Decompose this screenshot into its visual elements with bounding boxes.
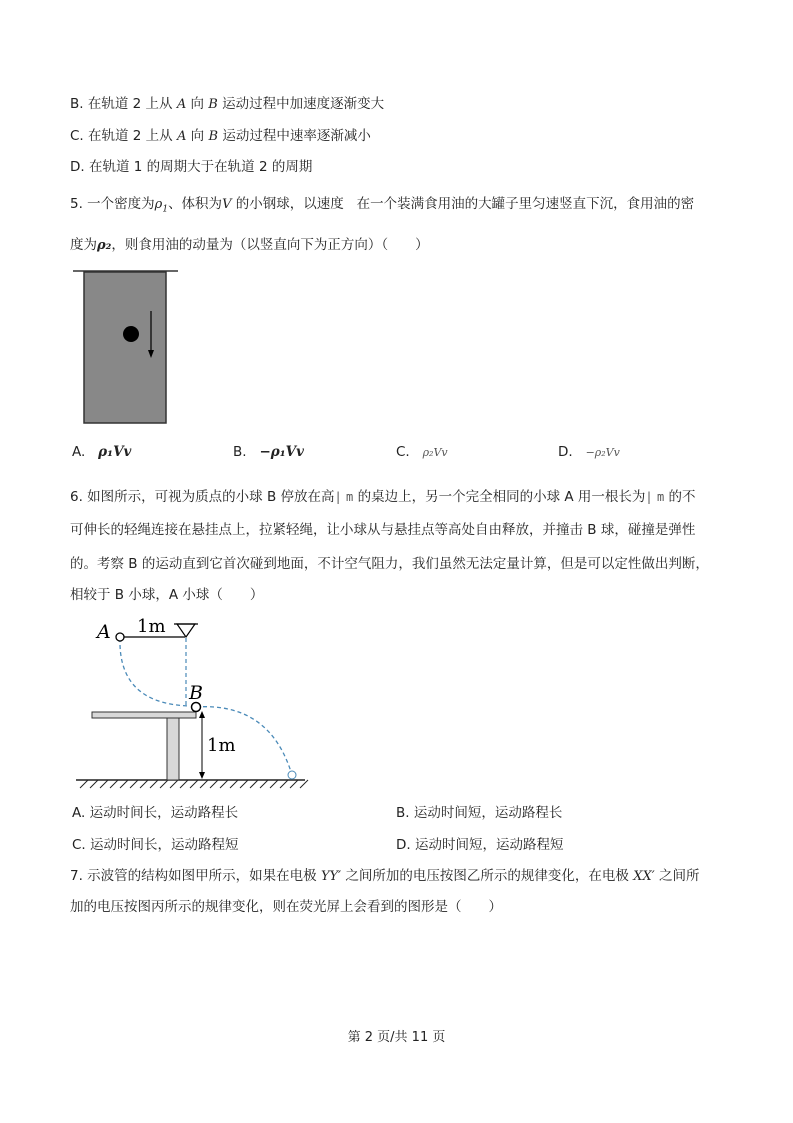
q6-stem-line4: 相较于 B 小球，A 小球（ ） [70,587,264,603]
q5-option-d: D. −ρ₂Vv [558,444,620,460]
table-height-label: 1m [207,735,236,756]
q6-option-b: B. 运动时间短，运动路程长 [396,805,563,821]
q5-option-a: A. ρ₁Vv [72,444,132,460]
q6-option-a: A. 运动时间长，运动路程长 [72,805,239,821]
q6-stem-line3: 的。考察 B 的运动直到它首次碰到地面，不计空气阻力，我们虽然无法定量计算，但是可以定性做出判断， [70,556,709,572]
ball-a-label: A [97,621,111,643]
q4-option-d: D. 在轨道 1 的周期大于在轨道 2 的周期 [70,159,313,175]
q6-option-c: C. 运动时间长，运动路程短 [72,837,239,853]
q5-option-c: C. ρ₂Vv [396,444,448,460]
q5-oil-tank-figure [70,268,182,428]
page-footer: 第 2 页/共 11 页 [347,1030,446,1045]
ball-b-label: B [189,682,203,704]
ball-a [116,633,124,641]
q7-stem-line2: 加的电压按图丙所示的规律变化，则在荧光屏上会看到的图形是（ ） [70,899,502,915]
q5-option-b: B. −ρ₁Vv [233,444,304,460]
height-arrow-bottom [199,772,205,779]
q5-stem-line1: 5. 一个密度为$\rho_1$、体积为V 的小钢球，以速度 在一个装满食用油的大罐子里匀速竖直下沉，食用油的密 [70,196,695,215]
q4-option-b: B. 在轨道 2 上从 A 向 B 运动过程中加速度逐渐变大 [70,96,385,112]
q4-option-c: C. 在轨道 2 上从 A 向 B 运动过程中速率逐渐减小 [70,128,371,144]
q6-pendulum-table-figure [70,612,315,792]
pivot-support [177,624,195,637]
table-top [92,712,196,718]
ball-b-landing [288,771,296,779]
q6-stem-line1: 6. 如图所示，可视为质点的小球 B 停放在高| m 的桌边上，另一个完全相同的小球 A 用一根长为| m 的不 [70,489,696,505]
steel-ball [123,326,139,342]
rope-length-label: 1m [137,616,166,637]
q6-stem-line2: 可伸长的轻绳连接在悬挂点上，拉紧轻绳，让小球从与悬挂点等高处自由释放，并撞击 B 球，碰撞是弹性 [70,522,696,538]
q5-stem-line2: 度为ρ₂，则食用油的动量为（以竖直向下为正方向）（ ） [70,237,429,253]
q6-option-d: D. 运动时间短，运动路程短 [396,837,564,853]
ground-hatching [80,780,308,788]
ball-a-swing-path [120,638,190,706]
q7-stem-line1: 7. 示波管的结构如图甲所示，如果在电极 YY′ 之间所加的电压按图乙所示的规律变化，在电极 XX′ 之间所 [70,868,700,884]
oil-tank [84,272,166,423]
height-arrow-top [199,711,205,718]
table-leg [167,718,179,780]
